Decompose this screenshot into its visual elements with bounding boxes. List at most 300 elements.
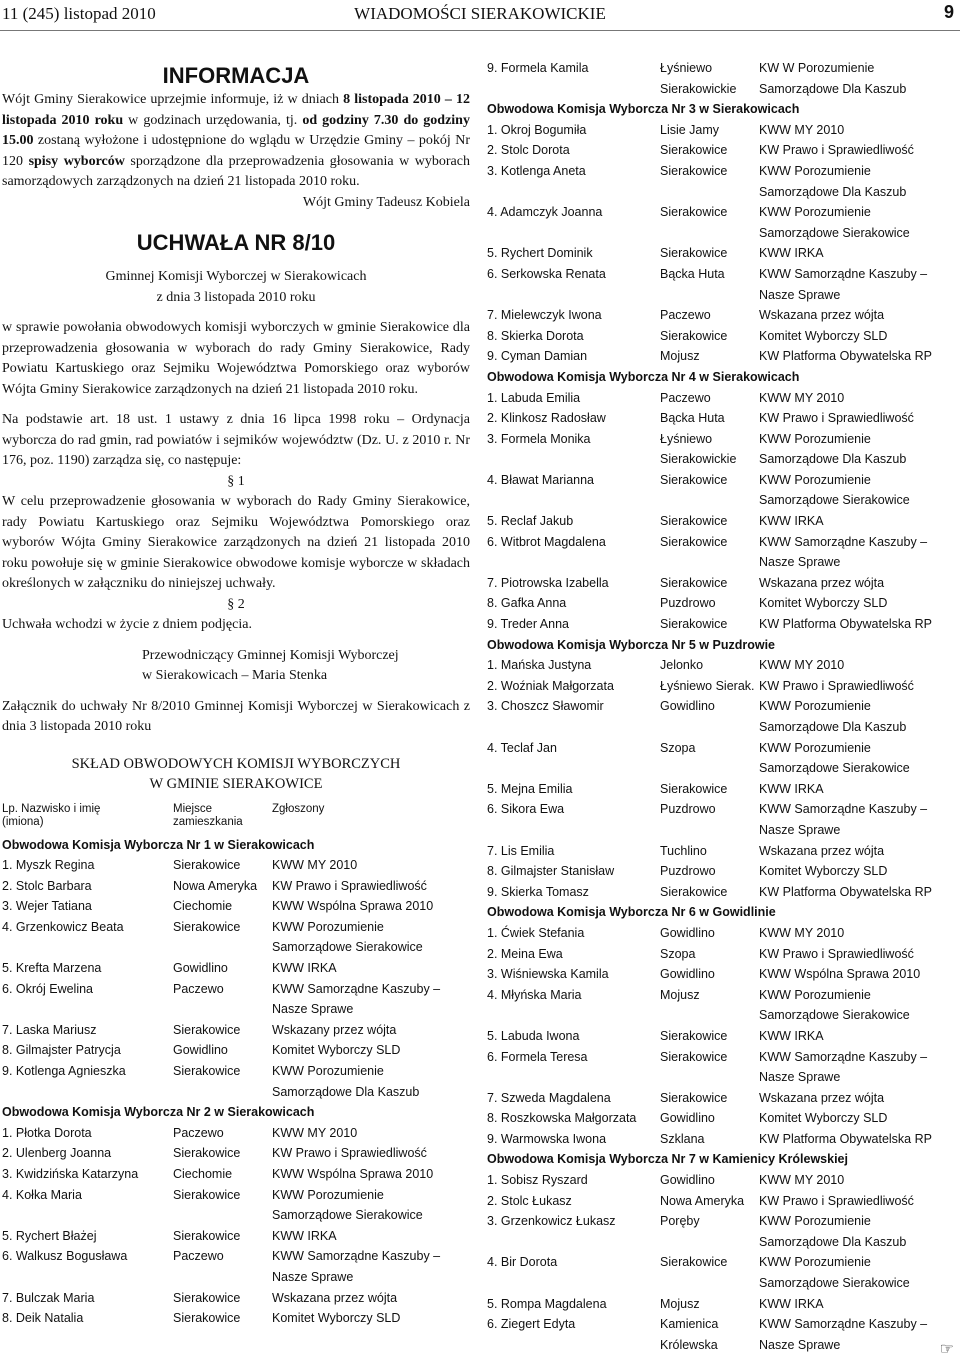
member-residence: Gowidlino xyxy=(660,1173,715,1188)
col-place-header: Miejsce zamieszkania xyxy=(173,802,243,828)
table-row xyxy=(2,917,470,958)
table-row xyxy=(487,964,957,985)
member-name: 6. Formela Teresa xyxy=(487,1049,588,1064)
member-residence: Sierakowice xyxy=(660,575,728,590)
member-residence: Sierakowice xyxy=(173,1187,241,1202)
member-residence: Sierakowice xyxy=(660,617,728,632)
member-name: 7. Laska Mariusz xyxy=(2,1022,97,1037)
committee-name: Samorządowe Dla Kaszub xyxy=(759,452,907,467)
committee-name: KWW MY 2010 xyxy=(759,1173,845,1188)
member-name: 4. Adamczyk Joanna xyxy=(487,205,603,220)
committee-name: KWW Porozumienie xyxy=(759,987,871,1002)
committee-name: KWW IRKA xyxy=(759,781,824,796)
committee-name: Wskazany przez wójta xyxy=(272,1022,397,1037)
member-residence: Sierakowice xyxy=(660,1255,728,1270)
table-row xyxy=(487,1108,957,1129)
table-row xyxy=(487,264,957,305)
member-name: 1. Mańska Justyna xyxy=(487,658,592,673)
committee-name: Nasze Sprawe xyxy=(759,822,841,837)
member-residence: Puzdrowo xyxy=(660,864,716,879)
member-name: 8. Deik Natalia xyxy=(2,1311,84,1326)
member-residence: Gowidlino xyxy=(173,961,228,976)
member-name: 8. Roszkowska Małgorzata xyxy=(487,1111,637,1126)
member-name: 6. Sikora Ewa xyxy=(487,802,565,817)
table-row xyxy=(487,1026,957,1047)
table-row xyxy=(487,1191,957,1212)
member-name: 8. Gafka Anna xyxy=(487,596,567,611)
member-name: 5. Rompa Magdalena xyxy=(487,1296,607,1311)
member-name: 2. Stolc Łukasz xyxy=(487,1193,572,1208)
table-row xyxy=(487,1047,957,1088)
member-residence: Sierakowice xyxy=(660,534,728,549)
table-row xyxy=(487,614,957,635)
member-residence: Mojusz xyxy=(660,1296,700,1311)
table-row xyxy=(487,1170,957,1191)
committee-name: Wskazana przez wójta xyxy=(759,843,885,858)
table-row xyxy=(487,346,957,367)
committee-name: Samorządowe Dla Kaszub xyxy=(759,81,907,96)
member-residence: Sierakowice xyxy=(660,328,728,343)
info-signature: Wójt Gminy Tadeusz Kobiela xyxy=(302,194,470,210)
member-residence: Sierakowice xyxy=(660,163,728,178)
committee-name: KWW MY 2010 xyxy=(272,1125,358,1140)
continued-rows xyxy=(487,58,957,99)
member-name: 5. Mejna Emilia xyxy=(487,781,573,796)
committee-name: KWW IRKA xyxy=(759,1296,824,1311)
member-residence: Szklana xyxy=(660,1131,705,1146)
info-text: Wójt Gminy Sierakowice uprzejmie informuje, iż w dniach 8 listopada 2010 – 12 listopada 2010 roku w godzinach urzędowania, tj. od godziny 7.30 do godziny 15.00 zostaną wyłożone i udostępnione do wglądu w Urzędzie Gminy – pokój Nr 120 spisy wyborców sporządzone dla przeprowadzenia głosowania w wyborach samorządowych zarządzonych na dzień 21 listopada 2010 roku. xyxy=(2,92,470,189)
table-row xyxy=(487,511,957,532)
resolution-issuer: Gminnej Komisji Wyborczej w Sierakowicach xyxy=(105,269,367,284)
committee-name: KWW Wspólna Sprawa 2010 xyxy=(272,1167,434,1181)
commission-title: Obwodowa Komisja Wyborcza Nr 4 w Sierakowicach xyxy=(487,369,800,384)
table-row xyxy=(487,1294,957,1315)
member-name: 7. Piotrowska Izabella xyxy=(487,575,609,590)
member-residence: Sierakowice xyxy=(173,1022,241,1037)
committee-name: Komitet Wyborczy SLD xyxy=(759,328,888,343)
left-commission-list xyxy=(2,835,470,1329)
committee-name: Komitet Wyborczy SLD xyxy=(272,1043,401,1058)
table-row xyxy=(2,979,470,1020)
table-row xyxy=(2,1308,470,1329)
committee-name: KW Platforma Obywatelska RP xyxy=(759,1131,932,1146)
committee-name: KWW MY 2010 xyxy=(759,658,845,673)
table-row xyxy=(487,1335,957,1356)
member-name: 7. Mielewczyk Iwona xyxy=(487,308,602,323)
member-name: 2. Ulenberg Joanna xyxy=(2,1146,112,1161)
table-row xyxy=(487,532,957,573)
resolution-subject: w sprawie powołania obwodowych komisji wyborczych w gminie Sierakowice dla przeprowadzenia głosowania w wyborach do rady Gminy Sierakowice, Rady Powiatu Kartuskiego oraz Sejmiku Województwa Pomorskiego oraz wyborów Wójta Gminy Sierakowice zarządzonych na dzień 21 listopada 2010 roku. xyxy=(2,320,470,397)
table-row xyxy=(487,655,957,676)
table-row xyxy=(2,1143,470,1164)
table-row xyxy=(487,799,957,840)
member-residence: Sierakowice xyxy=(173,1290,241,1305)
committee-name: KWW Samorządne Kaszuby – xyxy=(759,1317,928,1332)
table-row xyxy=(487,140,957,161)
member-residence: Sierakowice xyxy=(660,246,728,261)
committee-name: KWW MY 2010 xyxy=(272,858,358,873)
committee-name: Samorządowe Dla Kaszub xyxy=(759,184,907,199)
committee-name: KW Prawo i Sprawiedliwość xyxy=(272,878,427,893)
table-row xyxy=(487,1211,957,1252)
member-name: 3. Formela Monika xyxy=(487,431,591,446)
member-residence: Szopa xyxy=(660,740,696,755)
right-column xyxy=(487,58,957,1355)
committee-name: KWW Porozumienie xyxy=(759,699,871,714)
member-residence: Poręby xyxy=(660,1214,700,1229)
table-row xyxy=(487,161,957,202)
member-name: 5. Rychert Błażej xyxy=(2,1228,97,1243)
committee-name: KWW Porozumienie xyxy=(272,1187,384,1202)
committee-name: KWW Samorządne Kaszuby – xyxy=(759,802,928,817)
committee-name: KWW Wspólna Sprawa 2010 xyxy=(759,967,921,982)
committee-name: Komitet Wyborczy SLD xyxy=(759,1111,888,1126)
committee-name: KWW Porozumienie xyxy=(759,205,871,220)
member-name: 3. Wiśniewska Kamila xyxy=(487,967,609,982)
table-row xyxy=(2,896,470,917)
committee-name: Nasze Sprawe xyxy=(272,1002,354,1017)
member-name: 5. Labuda Iwona xyxy=(487,1028,580,1043)
member-residence: Bącka Huta xyxy=(660,411,725,426)
commission-title: Obwodowa Komisja Wyborcza Nr 1 w Sierakowicach xyxy=(2,837,315,852)
table-row xyxy=(487,923,957,944)
member-name: 5. Rychert Dominik xyxy=(487,246,593,261)
committee-name: KWW MY 2010 xyxy=(759,925,845,940)
committee-name: KWW Porozumienie xyxy=(759,1255,871,1270)
member-name: 4. Bir Dorota xyxy=(487,1255,558,1270)
paragraph-1-text: W celu przeprowadzenie głosowania w wyborach do Rady Gminy Sierakowice, rady Powiatu Kartuskiego oraz Sejmiku Województwa Pomorskiego oraz wyborów Wójta Gminy Sierakowice zarządzonych na dzień 21 listopada 2010 roku powołuje się w gminie Sierakowice obwodowe komisje wyborcze w składach określonych w załączniku do niniejszej uchwały. xyxy=(2,494,470,591)
member-residence: Nowa Ameryka xyxy=(660,1193,745,1208)
member-name: 3. Wejer Tatiana xyxy=(2,899,92,914)
committee-name: Wskazana przez wójta xyxy=(759,575,885,590)
member-name: 8. Gilmajster Stanisław xyxy=(487,864,615,879)
committee-name: Nasze Sprawe xyxy=(759,1070,841,1085)
committee-name: KW W Porozumienie xyxy=(759,61,875,75)
committee-name: KWW Porozumienie xyxy=(272,1064,384,1079)
committee-name: KW Prawo i Sprawiedliwość xyxy=(759,411,914,426)
member-name: 4. Teclaf Jan xyxy=(487,740,557,755)
member-name: 4. Młyńska Maria xyxy=(487,987,582,1002)
member-residence: Kamienica xyxy=(660,1317,719,1332)
member-name: 2. Klinkosz Radosław xyxy=(487,411,606,426)
table-row xyxy=(2,1040,470,1061)
member-name: 1. Okroj Bogumiła xyxy=(487,122,587,137)
commission-title: Obwodowa Komisja Wyborcza Nr 7 w Kamienicy Królewskiej xyxy=(487,1152,848,1167)
table-row xyxy=(487,1129,957,1150)
committee-name: KWW Porozumienie xyxy=(272,919,384,934)
member-residence: Ciechomie xyxy=(173,1167,233,1181)
member-name: 2. Stolc Dorota xyxy=(487,143,570,158)
table-row xyxy=(2,1061,470,1102)
member-residence: Paczewo xyxy=(660,390,711,405)
table-row xyxy=(2,1020,470,1041)
member-residence: Łyśniewo xyxy=(660,61,713,75)
member-name: 6. Witbrot Magdalena xyxy=(487,534,606,549)
member-residence: Sierakowice xyxy=(173,1146,241,1161)
member-name: 5. Krefta Marzena xyxy=(2,961,102,976)
resolution-legal-basis: Na podstawie art. 18 ust. 1 ustawy z dnia 16 lipca 1998 roku – Ordynacja wyborcza do rad gmin, rad powiatów i sejmików województw (Dz. U. z 2010 r. Nr 176, poz. 1190) zarządza się, co następuje: xyxy=(2,412,470,468)
committee-name: Nasze Sprawe xyxy=(759,1337,841,1352)
member-residence: Sierakowice xyxy=(660,514,728,529)
col-name-header: Lp. Nazwisko i imię (imiona) xyxy=(2,802,101,828)
paragraph-2-text: Uchwała wchodzi w życie z dniem podjęcia. xyxy=(2,617,252,632)
member-name: 2. Woźniak Małgorzata xyxy=(487,678,614,693)
newspaper-title: WIADOMOŚCI SIERAKOWICKIE xyxy=(354,4,606,23)
member-name: 6. Okrój Ewelina xyxy=(2,981,94,996)
paragraph-1-mark: § 1 xyxy=(227,473,245,489)
member-residence: Sierakowice xyxy=(173,919,241,934)
member-residence: Sierakowickie xyxy=(660,452,737,467)
member-residence: Paczewo xyxy=(173,1249,224,1264)
table-row xyxy=(2,855,470,876)
member-residence: Paczewo xyxy=(173,1125,224,1140)
member-name: 3. Choszcz Sławomir xyxy=(487,699,604,714)
page-header xyxy=(0,0,960,31)
committee-name: KW Prawo i Sprawiedliwość xyxy=(759,946,914,961)
member-name: 4. Grzenkowicz Beata xyxy=(2,919,124,934)
committee-name: KWW IRKA xyxy=(272,1228,337,1243)
member-residence: Bącka Huta xyxy=(660,266,725,281)
member-name: 5. Reclaf Jakub xyxy=(487,514,574,529)
committee-name: KW Platforma Obywatelska RP xyxy=(759,349,932,364)
member-residence: Sierakowice xyxy=(660,1028,728,1043)
committee-name: Nasze Sprawe xyxy=(759,555,841,570)
committee-name: KWW MY 2010 xyxy=(759,390,845,405)
member-residence: Sierakowice xyxy=(660,205,728,220)
member-name: 7. Bulczak Maria xyxy=(2,1290,95,1305)
table-row xyxy=(487,861,957,882)
right-commission-list xyxy=(487,99,957,1355)
committee-name: KW Prawo i Sprawiedliwość xyxy=(759,1193,914,1208)
table-row xyxy=(487,696,957,737)
committee-name: KW Prawo i Sprawiedliwość xyxy=(272,1146,427,1161)
member-residence: Puzdrowo xyxy=(660,802,716,817)
composition-title-2: W GMINIE SIERAKOWICE xyxy=(149,776,323,792)
member-residence: Sierakowice xyxy=(173,858,241,873)
committee-name: Samorządowe Dla Kaszub xyxy=(759,720,907,734)
committee-name: KW Prawo i Sprawiedliwość xyxy=(759,143,914,158)
member-residence: Paczewo xyxy=(660,308,711,323)
member-name: 1. Sobisz Ryszard xyxy=(487,1173,588,1188)
committee-name: KWW IRKA xyxy=(759,514,824,529)
member-name: 6. Ziegert Edyta xyxy=(487,1317,576,1332)
member-residence: Lisie Jamy xyxy=(660,122,720,137)
committee-name: KWW Porozumienie xyxy=(759,740,871,755)
committee-name: KWW IRKA xyxy=(272,961,337,976)
table-row xyxy=(487,58,957,79)
committee-name: KWW Porozumienie xyxy=(759,431,871,446)
committee-name: KWW IRKA xyxy=(759,246,824,261)
table-row xyxy=(2,1185,470,1226)
table-row xyxy=(487,388,957,409)
committee-name: Samorządowe Dla Kaszub xyxy=(272,1084,420,1099)
committee-name: KWW Samorządne Kaszuby – xyxy=(272,1249,441,1264)
member-name: 3. Grzenkowicz Łukasz xyxy=(487,1214,616,1229)
table-row xyxy=(487,841,957,862)
committee-name: KWW IRKA xyxy=(759,1028,824,1043)
paragraph-2-mark: § 2 xyxy=(227,596,245,612)
member-residence: Łyśniewo xyxy=(660,431,713,446)
member-name: 8. Skierka Dorota xyxy=(487,328,584,343)
member-residence: Gowidlino xyxy=(660,699,715,714)
member-name: 9. Warmowska Iwona xyxy=(487,1131,607,1146)
member-name: 2. Stolc Barbara xyxy=(2,878,92,893)
info-title: INFORMACJA xyxy=(162,63,310,88)
member-residence: Gowidlino xyxy=(173,1043,228,1058)
annex-note: Załącznik do uchwały Nr 8/2010 Gminnej Komisji Wyborczej w Sierakowicach z dnia 3 listopada 2010 roku xyxy=(2,698,470,734)
member-name: 6. Serkowska Renata xyxy=(487,266,606,281)
member-residence: Gowidlino xyxy=(660,925,715,940)
member-residence: Łyśniewo Sierak. xyxy=(660,678,755,693)
left-column xyxy=(2,62,470,1329)
table-row xyxy=(2,1246,470,1287)
table-row xyxy=(487,944,957,965)
table-row xyxy=(2,1164,470,1185)
commission-title: Obwodowa Komisja Wyborcza Nr 3 w Sierakowicach xyxy=(487,102,800,117)
continue-pointer-icon: ☞ xyxy=(939,1341,954,1358)
table-row xyxy=(487,1314,957,1335)
member-residence: Paczewo xyxy=(173,981,224,996)
table-row xyxy=(487,79,957,100)
committee-name: Samorządowe Sierakowice xyxy=(759,493,910,508)
table-row xyxy=(2,876,470,897)
composition-title-1: SKŁAD OBWODOWYCH KOMISJI WYBORCZYCH xyxy=(71,755,401,772)
committee-name: KWW Wspólna Sprawa 2010 xyxy=(272,899,434,914)
committee-name: KWW Samorządne Kaszuby – xyxy=(759,266,928,281)
table-row xyxy=(2,1123,470,1144)
page-number: 9 xyxy=(943,2,954,22)
member-residence: Mojusz xyxy=(660,349,700,364)
committee-name: Nasze Sprawe xyxy=(272,1269,354,1284)
committee-name: Wskazana przez wójta xyxy=(759,1090,885,1105)
committee-name: Wskazana przez wójta xyxy=(759,308,885,323)
member-name: 4. Kołka Maria xyxy=(2,1187,82,1202)
member-residence: Królewska xyxy=(660,1337,718,1352)
table-row xyxy=(487,1252,957,1293)
member-name: 1. Płotka Dorota xyxy=(2,1125,92,1140)
member-residence: Gowidlino xyxy=(660,1111,715,1126)
member-name: 1. Myszk Regina xyxy=(2,858,95,873)
committee-name: Komitet Wyborczy SLD xyxy=(759,596,888,611)
committee-name: KWW Porozumienie xyxy=(759,472,871,487)
chairman-signature-2: w Sierakowicach – Maria Stenka xyxy=(142,668,328,683)
member-name: 3. Kotlenga Aneta xyxy=(487,163,586,178)
table-row xyxy=(487,120,957,141)
member-name: 4. Bławat Marianna xyxy=(487,472,595,487)
member-residence: Tuchlino xyxy=(660,843,707,858)
table-row xyxy=(487,243,957,264)
committee-name: KWW Samorządne Kaszuby – xyxy=(759,1049,928,1064)
committee-name: KWW Samorządne Kaszuby – xyxy=(759,534,928,549)
member-name: 1. Ćwiek Stefania xyxy=(487,925,585,940)
member-name: 3. Kwidzińska Katarzyna xyxy=(2,1167,139,1181)
member-name: 8. Gilmajster Patrycja xyxy=(2,1043,121,1058)
member-name: 9. Kotlenga Agnieszka xyxy=(2,1064,126,1079)
commission-title: Obwodowa Komisja Wyborcza Nr 2 w Sierakowicach xyxy=(2,1105,315,1120)
table-row xyxy=(487,1088,957,1109)
committee-name: Nasze Sprawe xyxy=(759,287,841,302)
committee-name: Komitet Wyborczy SLD xyxy=(759,864,888,879)
member-name: 9. Formela Kamila xyxy=(487,61,589,75)
table-row xyxy=(487,470,957,511)
committee-name: KWW Samorządne Kaszuby – xyxy=(272,981,441,996)
committee-name: KWW MY 2010 xyxy=(759,122,845,137)
committee-name: Komitet Wyborczy SLD xyxy=(272,1311,401,1326)
member-residence: Sierakowice xyxy=(660,143,728,158)
member-residence: Sierakowice xyxy=(173,1311,241,1326)
member-residence: Ciechomie xyxy=(173,899,233,914)
member-residence: Puzdrowo xyxy=(660,596,716,611)
table-row xyxy=(487,779,957,800)
table-row xyxy=(487,573,957,594)
committee-name: KW Platforma Obywatelska RP xyxy=(759,884,932,899)
table-row xyxy=(487,429,957,450)
member-name: 9. Treder Anna xyxy=(487,617,570,632)
table-row xyxy=(2,958,470,979)
committee-name: Samorządowe Sierakowice xyxy=(272,1208,423,1223)
commission-title: Obwodowa Komisja Wyborcza Nr 5 w Puzdrowie xyxy=(487,637,776,652)
member-name: 9. Skierka Tomasz xyxy=(487,884,589,899)
committee-name: Samorządowe Sierakowice xyxy=(759,225,910,240)
issue-number: 11 (245) listopad 2010 xyxy=(2,4,156,23)
committee-name: Samorządowe Dla Kaszub xyxy=(759,1234,907,1249)
member-name: 7. Szweda Magdalena xyxy=(487,1090,611,1105)
member-residence: Sierakowickie xyxy=(660,81,737,96)
table-row xyxy=(487,882,957,903)
member-residence: Jelonko xyxy=(660,658,704,673)
member-residence: Sierakowice xyxy=(660,884,728,899)
committee-name: Samorządowe Sierakowice xyxy=(759,761,910,776)
member-name: 2. Meina Ewa xyxy=(487,946,563,961)
member-name: 7. Lis Emilia xyxy=(487,843,555,858)
table-row xyxy=(2,1288,470,1309)
member-name: 1. Labuda Emilia xyxy=(487,390,581,405)
table-row xyxy=(487,326,957,347)
resolution-title: UCHWAŁA NR 8/10 xyxy=(136,230,336,255)
member-residence: Sierakowice xyxy=(173,1064,241,1079)
member-residence: Sierakowice xyxy=(173,1228,241,1243)
col-committee-header: Zgłoszony xyxy=(272,802,325,815)
commission-title: Obwodowa Komisja Wyborcza Nr 6 w Gowidlinie xyxy=(487,905,776,920)
member-residence: Szopa xyxy=(660,946,696,961)
member-name: 6. Walkusz Bogusława xyxy=(2,1249,128,1264)
table-row xyxy=(487,593,957,614)
committee-name: Samorządowe Sierakowice xyxy=(272,940,423,955)
member-residence: Mojusz xyxy=(660,987,700,1002)
table-row xyxy=(487,985,957,1026)
table-row xyxy=(2,1226,470,1247)
chairman-signature-1: Przewodniczący Gminnej Komisji Wyborczej xyxy=(142,647,399,663)
member-residence: Nowa Ameryka xyxy=(173,878,258,893)
committee-name: KWW Porozumienie xyxy=(759,1214,871,1229)
committee-name: Samorządowe Sierakowice xyxy=(759,1008,910,1023)
member-residence: Sierakowice xyxy=(660,1049,728,1064)
table-row xyxy=(487,202,957,243)
member-residence: Gowidlino xyxy=(660,967,715,982)
resolution-date: z dnia 3 listopada 2010 roku xyxy=(156,289,316,305)
committee-name: KW Prawo i Sprawiedliwość xyxy=(759,678,914,693)
member-residence: Sierakowice xyxy=(660,472,728,487)
table-row xyxy=(487,408,957,429)
table-row xyxy=(487,305,957,326)
table-header xyxy=(2,799,470,835)
member-residence: Sierakowice xyxy=(660,1090,728,1105)
member-name: 9. Cyman Damian xyxy=(487,349,588,364)
member-residence: Sierakowice xyxy=(660,781,728,796)
committee-name: KW Platforma Obywatelska RP xyxy=(759,617,932,632)
committee-name: KWW Porozumienie xyxy=(759,163,871,178)
committee-name: Wskazana przez wójta xyxy=(272,1290,398,1305)
